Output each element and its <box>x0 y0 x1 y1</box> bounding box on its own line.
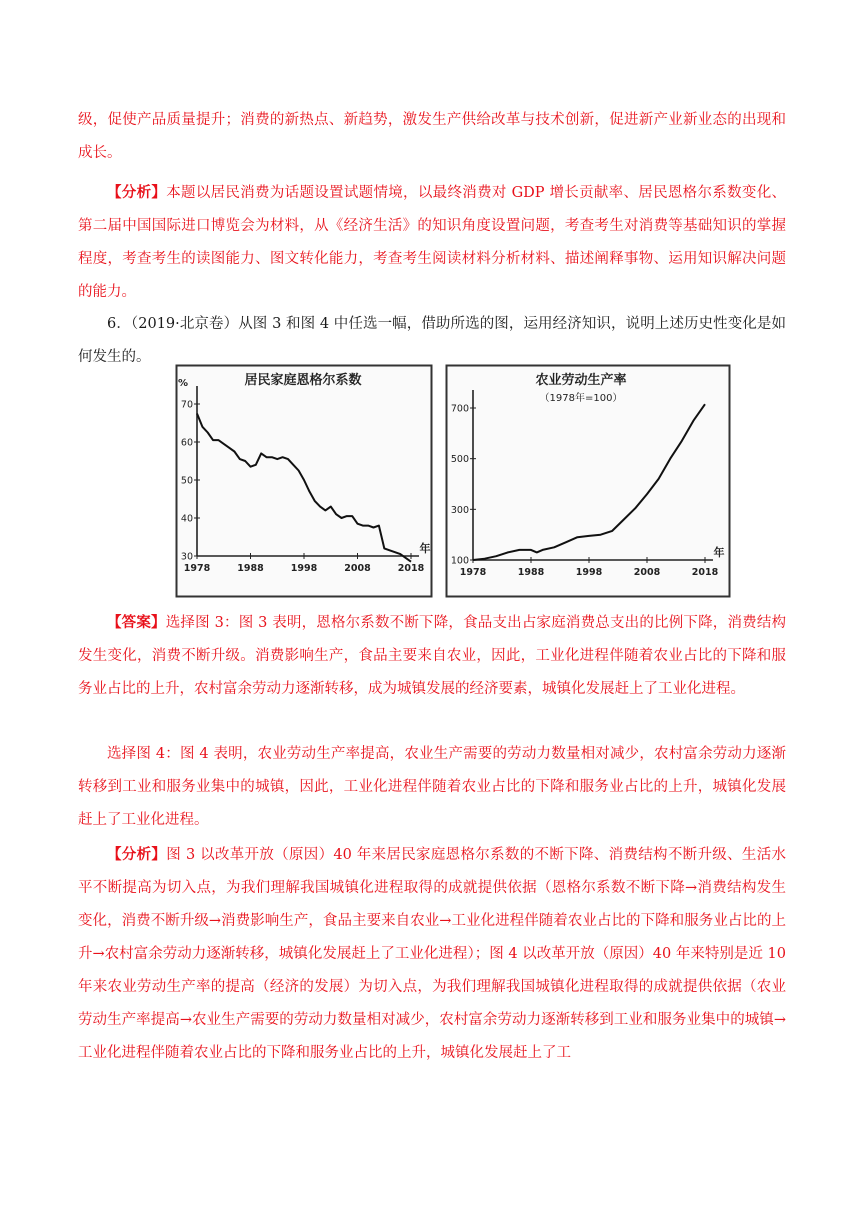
y-axis-unit: % <box>177 378 189 389</box>
y-tick-label: 40 <box>180 513 193 525</box>
analysis-2-text: 图 3 以改革开放（原因）40 年来居民家庭恩格尔系数的不断下降、消费结构不断升级、生活水平不断提高为切入点，为我们理解我国城镇化进程取得的成就提供依据（恩格尔系数不断下降→消费结构发生变化，消费不断升级→消费影响生产，食品主要来自农业→工业化进程伴随着农业占比的下降和服务业占比的上升→农村富余劳动力逐渐转移，城镇化发展赶上了工业化进程）；图 4 以改革开放（原因）40 年来特别是近 10 年来农业劳动生产率的提高（经济的发展）为切入点，为我们理解我国城镇化进程取得的成就提供依据（农业劳动生产率提高→农业生产需要的劳动力数量相对减少，农村富余劳动力逐渐转移到工业和服务业集中的城镇→工业化进程伴随着农业占比的下降和服务业占比的上升，城镇化发展赶上了工 <box>78 847 787 1061</box>
x-tick-label: 2008 <box>344 563 371 574</box>
agri-productivity-chart <box>445 364 731 598</box>
engel-chart-svg <box>175 364 433 598</box>
charts-figure <box>175 364 731 598</box>
y-tick-label: 500 <box>450 454 469 466</box>
x-tick-label: 1998 <box>290 563 318 574</box>
x-axis-unit: 年 <box>713 546 725 559</box>
y-tick-label: 700 <box>450 403 469 415</box>
x-tick-label: 2008 <box>633 567 661 578</box>
chart-subtitle: （1978年=100） <box>539 393 623 404</box>
x-tick-label: 2018 <box>691 567 719 578</box>
analysis-text: 本题以居民消费为话题设置试题情境，以最终消费对 GDP 增长贡献率、居民恩格尔系数变化、第二届中国国际进口博览会为材料，从《经济生活》的知识角度设置问题，考查考生对消费等基础知识的掌握程度，考查考生的读图能力、图文转化能力，考查考生阅读材料分析材料、描述阐释事物、运用知识解决问题的能力。 <box>78 185 787 300</box>
x-axis-unit: 年 <box>419 542 431 555</box>
answer-tag: 【答案】 <box>107 614 166 631</box>
chart-title: 居民家庭恩格尔系数 <box>244 373 362 388</box>
x-tick-label: 2018 <box>397 563 425 574</box>
x-tick-label: 1998 <box>575 567 603 578</box>
answer-continuation-paragraph: 级，促使产品质量提升；消费的新热点、新趋势，激发生产供给改革与技术创新，促进新产业新业态的出现和成长。 <box>78 112 786 161</box>
y-tick-label: 70 <box>180 399 193 411</box>
question-6-paragraph: 6．（2019·北京卷）从图 3 和图 4 中任选一幅，借助所选的图，运用经济知识，说明上述历史性变化是如何发生的。 <box>78 316 786 365</box>
y-tick-label: 300 <box>450 504 469 516</box>
x-tick-label: 1978 <box>183 563 211 574</box>
y-tick-label: 100 <box>450 555 469 567</box>
x-tick-label: 1988 <box>237 563 264 574</box>
y-tick-label: 50 <box>180 475 193 487</box>
analysis-2-paragraph <box>78 838 786 1070</box>
answer-paragraph <box>78 606 786 706</box>
x-tick-label: 1978 <box>459 567 487 578</box>
y-tick-label: 60 <box>180 437 193 449</box>
analysis-paragraph <box>78 176 786 309</box>
x-tick-label: 1988 <box>517 567 545 578</box>
y-tick-label: 30 <box>180 551 193 563</box>
engel-coefficient-chart <box>175 364 433 598</box>
analysis-2-tag: 【分析】 <box>107 846 167 863</box>
answer-text: 选择图 3：图 3 表明，恩格尔系数不断下降，食品支出占家庭消费总支出的比例下降，消费结构发生变化，消费不断升级。消费影响生产，食品主要来自农业，因此，工业化进程伴随着农业占比的下降和服务业占比的上升，农村富余劳动力逐渐转移，成为城镇发展的经济要素，城镇化发展赶上了工业化进程。 <box>78 615 787 697</box>
agri-chart-svg <box>445 364 731 598</box>
analysis-tag: 【分析】 <box>107 184 167 201</box>
chart-title: 农业劳动生产率 <box>535 373 627 388</box>
answer-option-4-paragraph: 选择图 4：图 4 表明，农业劳动生产率提高，农业生产需要的劳动力数量相对减少，农村富余劳动力逐渐转移到工业和服务业集中的城镇，因此，工业化进程伴随着农业占比的下降和服务业占比的上升，城镇化发展赶上了工业化进程。 <box>78 746 786 828</box>
